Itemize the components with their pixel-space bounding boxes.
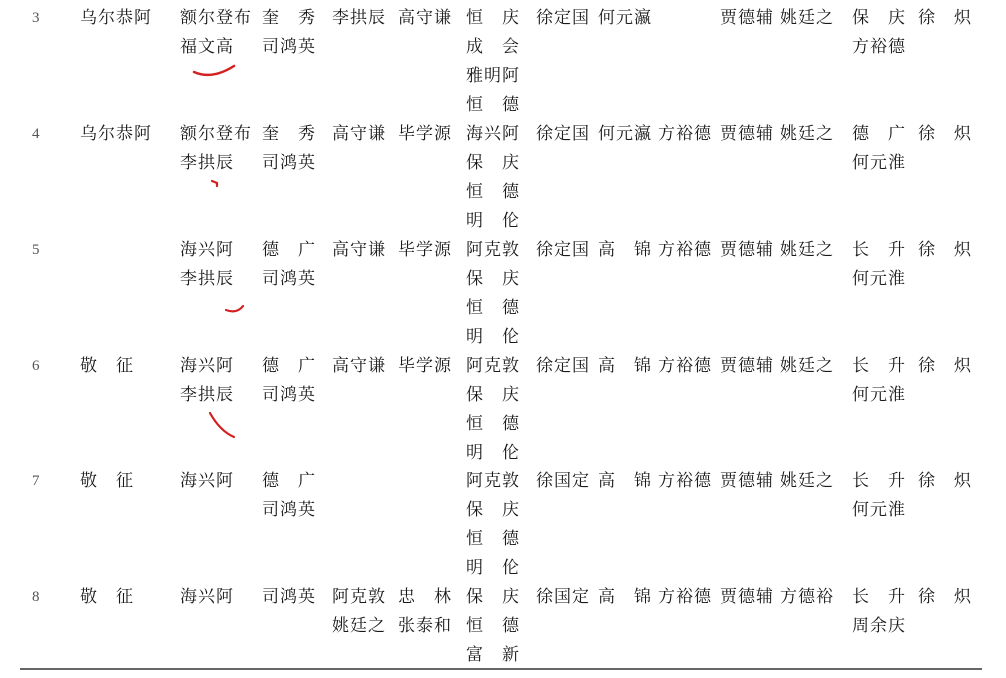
row-number: 4 bbox=[32, 126, 41, 142]
table-cell: 长 升 何元淮 bbox=[852, 356, 906, 405]
table-cell: 德 广 司鸿英 bbox=[262, 356, 316, 405]
table-cell: 徐 炽 bbox=[918, 8, 972, 28]
table-cell: 徐国定 bbox=[536, 587, 590, 607]
table-cell: 司鸿英 bbox=[262, 587, 316, 607]
table-cell: 何元瀛 bbox=[598, 124, 652, 144]
row-number: 8 bbox=[32, 589, 41, 605]
table-cell: 贾德辅 bbox=[720, 471, 774, 491]
table-cell: 徐定国 bbox=[536, 8, 590, 28]
row-number: 5 bbox=[32, 242, 41, 258]
table-cell: 毕学源 bbox=[398, 124, 452, 144]
table-cell: 德 广 司鸿英 bbox=[262, 471, 316, 520]
table-cell: 额尔登布 李拱辰 bbox=[180, 124, 252, 173]
table-cell: 阿克敦 姚廷之 bbox=[332, 587, 386, 636]
table-cell: 恒 庆 成 会 雅明阿 恒 德 bbox=[466, 8, 520, 115]
table-cell: 高守谦 bbox=[332, 356, 386, 376]
table-cell: 阿克敦 保 庆 恒 德 明 伦 bbox=[466, 356, 520, 463]
table-cell: 阿克敦 保 庆 恒 德 明 伦 bbox=[466, 240, 520, 347]
table-cell: 徐国定 bbox=[536, 471, 590, 491]
table-cell: 高守谦 bbox=[332, 240, 386, 260]
table-cell: 徐 炽 bbox=[918, 471, 972, 491]
red-underline-mark bbox=[194, 66, 234, 75]
table-bottom-rule bbox=[20, 668, 982, 670]
table-cell: 徐 炽 bbox=[918, 356, 972, 376]
table-cell: 毕学源 bbox=[398, 356, 452, 376]
table-cell: 徐定国 bbox=[536, 356, 590, 376]
table-cell: 高 锦 bbox=[598, 587, 652, 607]
red-tick-mark bbox=[226, 306, 243, 311]
table-cell: 忠 林 张泰和 bbox=[398, 587, 452, 636]
table-cell: 高 锦 bbox=[598, 240, 652, 260]
table-cell: 保 庆 方裕德 bbox=[852, 8, 906, 57]
red-tick-mark bbox=[212, 181, 217, 186]
table-cell: 乌尔恭阿 bbox=[80, 8, 152, 28]
row-number: 6 bbox=[32, 358, 41, 374]
table-cell: 敬 征 bbox=[80, 471, 134, 491]
table-cell: 海兴阿 bbox=[180, 471, 234, 491]
table-cell: 高 锦 bbox=[598, 356, 652, 376]
table-cell: 方裕德 bbox=[658, 471, 712, 491]
table-cell: 海兴阿 保 庆 恒 德 明 伦 bbox=[466, 124, 520, 231]
table-cell: 乌尔恭阿 bbox=[80, 124, 152, 144]
table-cell: 额尔登布 福文高 bbox=[180, 8, 252, 57]
table-cell: 姚廷之 bbox=[780, 471, 834, 491]
table-cell: 方裕德 bbox=[658, 356, 712, 376]
table-cell: 方裕德 bbox=[658, 587, 712, 607]
table-cell: 奎 秀 司鸿英 bbox=[262, 124, 316, 173]
table-cell: 奎 秀 司鸿英 bbox=[262, 8, 316, 57]
table-cell: 高 锦 bbox=[598, 471, 652, 491]
table-cell: 姚廷之 bbox=[780, 240, 834, 260]
table-cell: 何元瀛 bbox=[598, 8, 652, 28]
red-stroke-mark bbox=[210, 413, 234, 437]
table-cell: 敬 征 bbox=[80, 587, 134, 607]
table-cell: 敬 征 bbox=[80, 356, 134, 376]
table-cell: 德 广 司鸿英 bbox=[262, 240, 316, 289]
table-cell: 长 升 何元淮 bbox=[852, 240, 906, 289]
table-cell: 长 升 周余庆 bbox=[852, 587, 906, 636]
table-cell: 长 升 何元淮 bbox=[852, 471, 906, 520]
row-number: 3 bbox=[32, 10, 41, 26]
table-cell: 姚廷之 bbox=[780, 8, 834, 28]
table-cell: 贾德辅 bbox=[720, 124, 774, 144]
table-cell: 徐 炽 bbox=[918, 240, 972, 260]
table-cell: 德 广 何元淮 bbox=[852, 124, 906, 173]
row-number: 7 bbox=[32, 473, 41, 489]
table-cell: 李拱辰 bbox=[332, 8, 386, 28]
table-cell: 贾德辅 bbox=[720, 240, 774, 260]
table-cell: 徐 炽 bbox=[918, 124, 972, 144]
table-cell: 姚廷之 bbox=[780, 124, 834, 144]
table-cell: 徐定国 bbox=[536, 240, 590, 260]
table-cell: 海兴阿 李拱辰 bbox=[180, 356, 234, 405]
table-cell: 保 庆 恒 德 富 新 bbox=[466, 587, 520, 665]
table-cell: 方德裕 bbox=[780, 587, 834, 607]
table-cell: 海兴阿 bbox=[180, 587, 234, 607]
table-cell: 贾德辅 bbox=[720, 356, 774, 376]
table-cell: 徐定国 bbox=[536, 124, 590, 144]
table-cell: 毕学源 bbox=[398, 240, 452, 260]
table-cell: 贾德辅 bbox=[720, 8, 774, 28]
table-cell: 阿克敦 保 庆 恒 德 明 伦 bbox=[466, 471, 520, 578]
table-cell: 姚廷之 bbox=[780, 356, 834, 376]
table-cell: 贾德辅 bbox=[720, 587, 774, 607]
table-cell: 海兴阿 李拱辰 bbox=[180, 240, 234, 289]
table-cell: 高守谦 bbox=[332, 124, 386, 144]
table-cell: 方裕德 bbox=[658, 240, 712, 260]
table-cell: 高守谦 bbox=[398, 8, 452, 28]
table-cell: 方裕德 bbox=[658, 124, 712, 144]
table-cell: 徐 炽 bbox=[918, 587, 972, 607]
